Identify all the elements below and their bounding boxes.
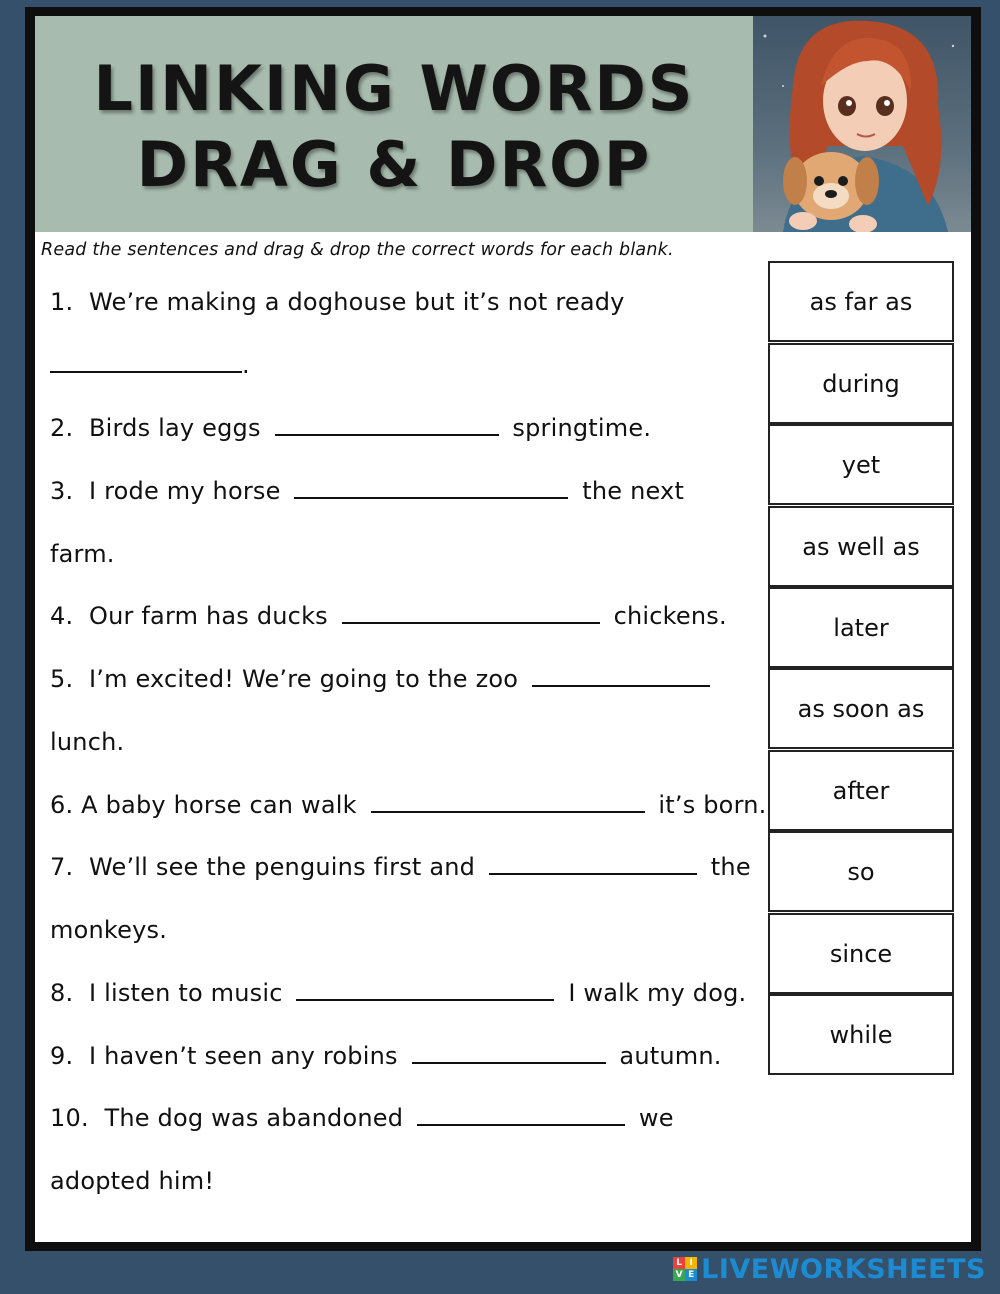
question-text: we <box>638 1104 674 1132</box>
word-option-later[interactable]: later <box>768 587 954 668</box>
logo-text: LIVEWORKSHEETS <box>701 1253 986 1285</box>
question-3-continued: farm. <box>50 540 115 568</box>
question-text: springtime. <box>512 414 652 442</box>
question-9 <box>50 1042 722 1070</box>
question-text: A baby horse can walk <box>81 791 357 819</box>
answer-blank-4[interactable] <box>342 604 600 624</box>
question-text: I haven’t seen any robins <box>88 1042 398 1070</box>
answer-blank-1[interactable] <box>50 353 242 373</box>
word-option-as-far-as[interactable]: as far as <box>768 261 954 342</box>
liveworksheets-logo[interactable] <box>673 1254 986 1284</box>
page-title-line-2: DRAG & DROP <box>136 128 652 201</box>
answer-blank-3[interactable] <box>294 479 568 499</box>
title-banner <box>35 16 753 232</box>
page-title-line-1: LINKING WORDS <box>93 52 695 125</box>
question-7 <box>50 853 751 881</box>
word-option-during[interactable]: during <box>768 343 954 424</box>
word-option-since[interactable]: since <box>768 913 954 994</box>
answer-blank-8[interactable] <box>296 981 554 1001</box>
word-option-as-well-as[interactable]: as well as <box>768 506 954 587</box>
question-2 <box>50 414 651 442</box>
word-option-as-soon-as[interactable]: as soon as <box>768 668 954 749</box>
liveworksheets-logo-icon <box>673 1257 697 1281</box>
question-text: it’s born. <box>658 791 767 819</box>
question-10-continued: adopted him! <box>50 1167 215 1195</box>
question-text: the next <box>582 477 685 505</box>
question-number: 6. <box>50 791 74 819</box>
word-option-yet[interactable]: yet <box>768 424 954 505</box>
word-option-while[interactable]: while <box>768 994 954 1075</box>
question-number: 1. <box>50 288 74 316</box>
question-text: chickens. <box>613 602 727 630</box>
word-option-after[interactable]: after <box>768 750 954 831</box>
question-text: I rode my horse <box>88 477 281 505</box>
question-text: The dog was abandoned <box>104 1104 404 1132</box>
question-text: Birds lay eggs <box>88 414 261 442</box>
logo-letter-i: I <box>685 1257 697 1269</box>
answer-blank-7[interactable] <box>489 855 697 875</box>
question-8 <box>50 979 746 1007</box>
question-number: 3. <box>50 477 74 505</box>
question-3 <box>50 477 684 505</box>
question-text: I listen to music <box>88 979 283 1007</box>
word-option-so[interactable]: so <box>768 831 954 912</box>
question-text: I’m excited! We’re going to the zoo <box>88 665 519 693</box>
question-number: 10. <box>50 1104 89 1132</box>
question-1 <box>50 288 625 316</box>
question-text: We’ll see the penguins first and <box>88 853 476 881</box>
logo-letter-v: V <box>673 1269 685 1281</box>
question-number: 5. <box>50 665 74 693</box>
question-number: 4. <box>50 602 74 630</box>
answer-blank-5[interactable] <box>532 667 710 687</box>
question-text: the <box>710 853 751 881</box>
answer-blank-6[interactable] <box>371 793 645 813</box>
worksheet-frame <box>25 7 981 1251</box>
question-4 <box>50 602 727 630</box>
question-6 <box>50 791 766 819</box>
question-number: 7. <box>50 853 74 881</box>
worksheet-page <box>35 16 971 1242</box>
question-5-continued: lunch. <box>50 728 125 756</box>
girl-with-puppy-illustration <box>753 16 971 232</box>
answer-blank-10[interactable] <box>417 1106 625 1126</box>
logo-letter-l: L <box>673 1257 685 1269</box>
question-1-continued <box>50 351 250 379</box>
answer-blank-9[interactable] <box>412 1044 606 1064</box>
logo-letter-e: E <box>685 1269 697 1281</box>
question-text: I walk my dog. <box>568 979 747 1007</box>
question-number: 9. <box>50 1042 74 1070</box>
question-text: Our farm has ducks <box>88 602 328 630</box>
question-text: We’re making a doghouse but it’s not ready <box>88 288 625 316</box>
illustration-art <box>753 16 971 232</box>
question-text: . <box>242 351 250 379</box>
question-10 <box>50 1104 674 1132</box>
question-number: 8. <box>50 979 74 1007</box>
answer-blank-2[interactable] <box>275 416 499 436</box>
instructions-text: Read the sentences and drag & drop the correct words for each blank. <box>41 240 674 260</box>
question-text: autumn. <box>619 1042 722 1070</box>
question-7-continued: monkeys. <box>50 916 168 944</box>
question-number: 2. <box>50 414 74 442</box>
question-5 <box>50 665 716 693</box>
